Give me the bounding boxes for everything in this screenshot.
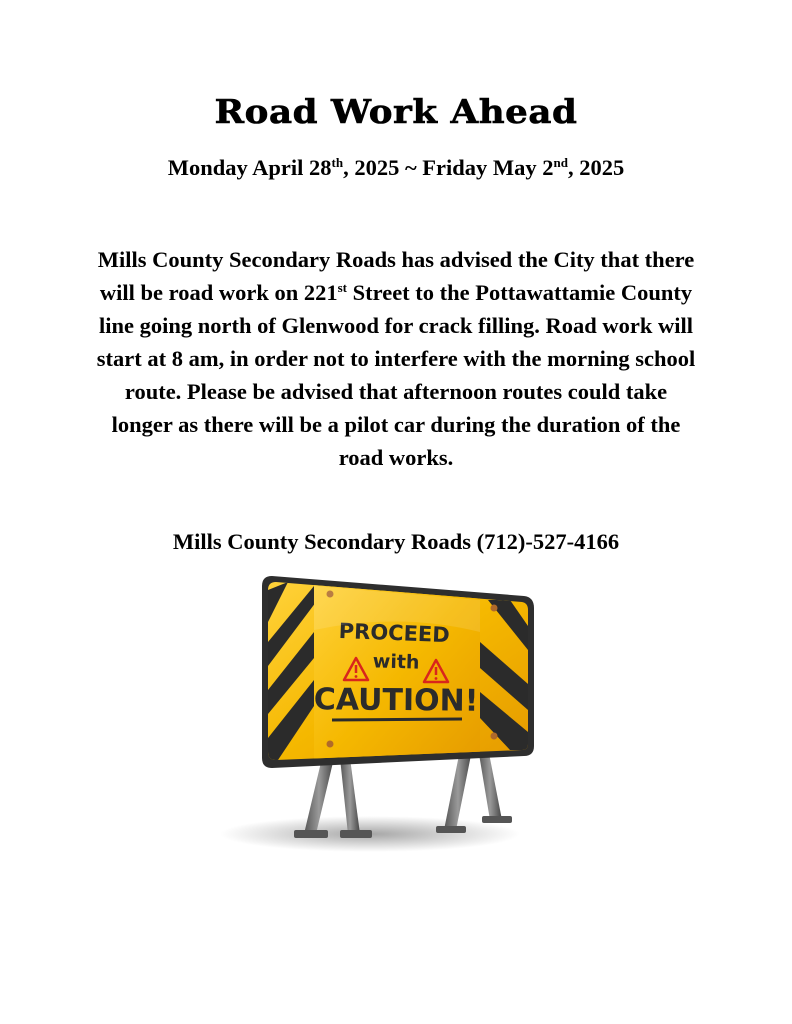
start-date: Monday April 28 [167,155,332,180]
sign-text-proceed: PROCEED [338,618,451,648]
start-date-ordinal: th [331,155,344,170]
end-date-ordinal: nd [553,155,568,170]
notice-text-part1: Mills County Secondary Roads has advised the City that there will be road work on 221 [97,247,695,305]
sign-underline [332,719,462,720]
caution-sign-image [210,572,550,862]
end-date-year: , 2025 [568,155,625,180]
sign-text-with: with [372,650,420,674]
date-range [0,155,792,181]
street-ordinal: st [337,280,347,295]
caution-sign-graphic [210,572,550,862]
date-separator: , 2025 ~ Friday May 2 [343,155,554,180]
contact-line: Mills County Secondary Roads (712)-527-4166 [172,529,620,554]
page-title: Road Work Ahead [214,92,578,131]
notice-paragraph [96,243,696,474]
sign-text-caution: CAUTION! [313,682,479,719]
notice-text-part2: Street to the Pottawattamie County line going north of Glenwood for crack filling. Road work will start at 8 am, in order not to interfere with the morning school route. Please be advised that afternoon routes could take longer as there will be a pilot car during the duration of the road works. [96,280,696,470]
